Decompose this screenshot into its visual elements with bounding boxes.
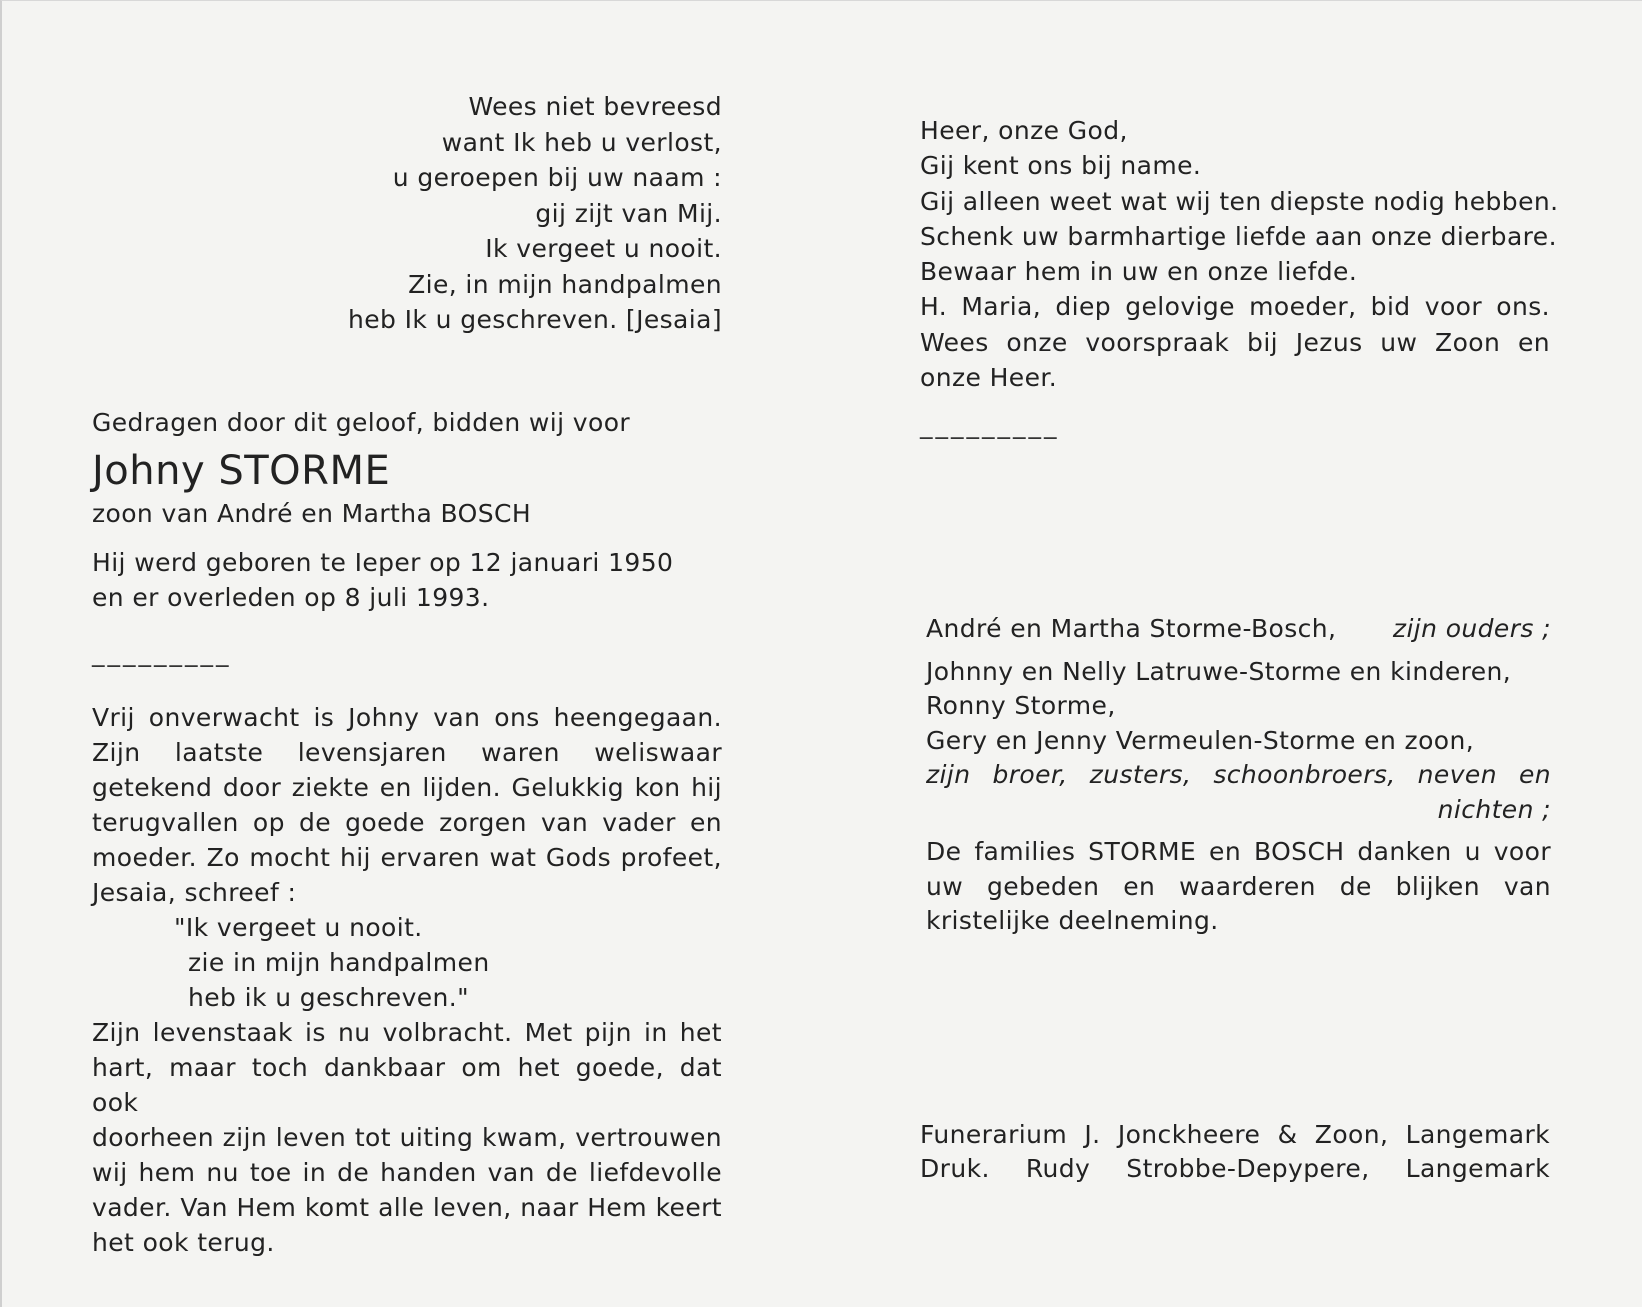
sibling-line: Johnny en Nelly Latruwe-Storme en kinderen,: [926, 656, 1512, 686]
prayer-line: Heer, onze God,: [920, 116, 1128, 145]
footer-credits: [920, 1118, 1550, 1186]
verse-line: heb Ik u geschreven. [Jesaia]: [348, 305, 722, 334]
sibling-line: Gery en Jenny Vermeulen-Storme en zoon,: [926, 725, 1475, 755]
eulogy-line: getekend door ziekte en lijden. Gelukkig kon hij: [92, 772, 722, 802]
separator: _________: [92, 637, 232, 667]
eulogy-line: vader. Van Hem komt alle leven, naar Hem keert: [92, 1192, 722, 1222]
eulogy-line: terugvallen op de goede zorgen van vader en: [92, 807, 722, 837]
eulogy-line: Vrij onverwacht is Johny van ons heengegaan.: [92, 702, 722, 732]
eulogy-line: moeder. Zo mocht hij ervaren wat Gods profeet,: [92, 842, 722, 872]
verse-line: Zie, in mijn handpalmen: [408, 269, 722, 299]
eulogy-line: Jesaia, schreef :: [92, 877, 297, 907]
prayer-line: Bewaar hem in uw en onze liefde.: [920, 257, 1358, 287]
birth-death-info: [92, 545, 722, 615]
eulogy-line: Zijn levenstaak is nu volbracht. Met pijn in het: [92, 1017, 722, 1047]
quote-line: heb ik u geschreven.": [188, 982, 470, 1012]
verse-line: Wees niet bevreesd: [468, 92, 722, 121]
prayer-line: Wees onze voorspraak bij Jezus uw Zoon en: [920, 327, 1550, 357]
prayer: [920, 113, 1559, 395]
siblings-role: zijn broer, zusters, schoonbroers, neven en: [926, 760, 1551, 789]
printer: Druk. Rudy Strobbe-Depypere, Langemark: [920, 1154, 1550, 1183]
right-column: [920, 113, 1559, 442]
thanks-line: kristelijke deelneming.: [926, 906, 1219, 935]
quote-line: zie in mijn handpalmen: [188, 947, 490, 977]
eulogy-line: wij hem nu toe in de handen van de liefdevolle: [92, 1157, 722, 1187]
quote-line: "Ik vergeet u nooit.: [174, 912, 423, 942]
deceased-name: Johny STORME: [92, 447, 391, 494]
death-line: en er overleden op 8 juli 1993.: [92, 582, 490, 612]
birth-line: Hij werd geboren te Ieper op 12 januari 1950: [92, 547, 674, 577]
parents-names: André en Martha Storme-Bosch,: [926, 614, 1337, 643]
separator: _________: [920, 410, 1060, 440]
eulogy-line: Zijn laatste levensjaren waren weliswaar: [92, 737, 722, 767]
eulogy-line: doorheen zijn leven tot uiting kwam, vertrouwen: [92, 1122, 722, 1152]
left-column: [92, 89, 722, 1260]
parents-row: [926, 612, 1551, 647]
bible-verse: [92, 89, 722, 338]
prayer-line: Gij kent ons bij name.: [920, 151, 1202, 181]
thanks-text: [926, 835, 1551, 939]
siblings-role: nichten ;: [1437, 794, 1551, 824]
verse-line: gij zijt van Mij.: [535, 198, 722, 228]
eulogy-line: hart, maar toch dankbaar om het goede, dat ook: [92, 1052, 722, 1117]
prayer-line: onze Heer.: [920, 363, 1058, 393]
intro-line: Gedragen door dit geloof, bidden wij voor: [92, 407, 631, 437]
thanks-line: uw gebeden en waarderen de blijken van: [926, 871, 1551, 901]
thanks-line: De families STORME en BOSCH danken u voor: [926, 837, 1551, 866]
prayer-line: Schenk uw barmhartige liefde aan onze dierbare.: [920, 221, 1557, 251]
prayer-line: Gij alleen weet wat wij ten diepste nodig hebben.: [920, 186, 1559, 216]
siblings-list: [926, 655, 1551, 828]
eulogy-line: het ook terug.: [92, 1227, 275, 1257]
parents-role: zijn ouders ;: [1392, 614, 1551, 643]
verse-line: Ik vergeet u nooit.: [485, 234, 722, 263]
funeral-home: Funerarium J. Jonckheere & Zoon, Langemark: [920, 1120, 1550, 1149]
prayer-line: H. Maria, diep gelovige moeder, bid voor ons.: [920, 292, 1550, 322]
family-section: [926, 612, 1551, 939]
parents-line: zoon van André en Martha BOSCH: [92, 498, 532, 528]
eulogy-text: [92, 700, 722, 1260]
sibling-line: Ronny Storme,: [926, 691, 1116, 720]
verse-line: want Ik heb u verlost,: [441, 127, 722, 157]
verse-line: u geroepen bij uw naam :: [392, 163, 722, 192]
